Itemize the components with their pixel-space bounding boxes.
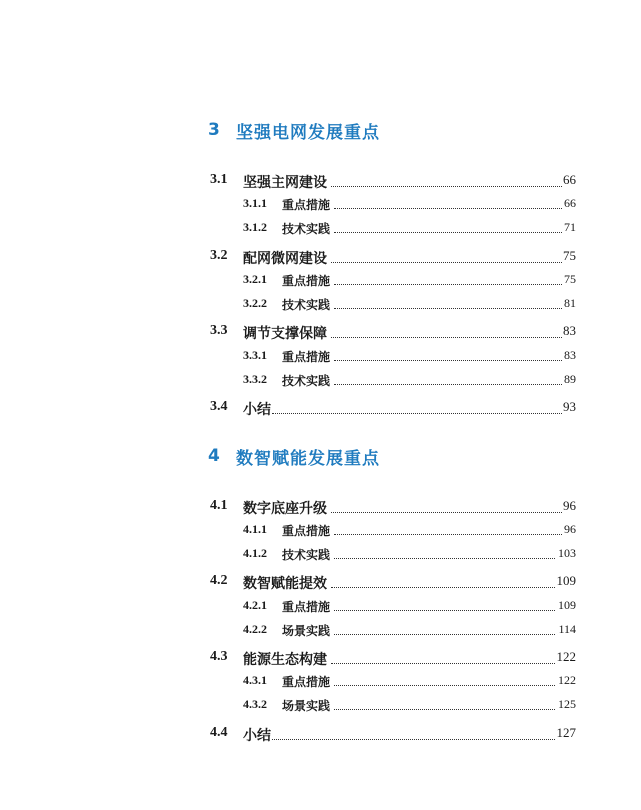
toc-section[interactable] — [0, 248, 641, 266]
dot-leader — [331, 323, 562, 338]
page-number: 81 — [564, 296, 576, 310]
page-number: 127 — [556, 725, 576, 740]
toc-subsection[interactable] — [0, 622, 641, 640]
page-number: 122 — [558, 673, 576, 687]
subsection-number: 4.3.1 — [243, 673, 267, 687]
toc-section[interactable] — [0, 649, 641, 667]
toc-section[interactable] — [0, 323, 641, 341]
section-number: 4.1 — [210, 498, 228, 513]
chapter-heading — [208, 118, 380, 142]
subsection-title: 重点措施 — [282, 524, 331, 538]
page-number: 66 — [563, 172, 576, 187]
section-number: 4.3 — [210, 649, 228, 664]
toc-subsection[interactable] — [0, 272, 641, 290]
subsection-number: 4.3.2 — [243, 697, 267, 711]
subsection-title: 重点措施 — [282, 274, 331, 288]
section-number: 3.3 — [210, 323, 228, 338]
toc-subsection[interactable] — [0, 348, 641, 366]
page-number: 93 — [563, 399, 576, 414]
subsection-number: 4.1.1 — [243, 522, 267, 536]
subsection-title: 重点措施 — [282, 675, 331, 689]
section-number: 4.4 — [210, 725, 228, 740]
dot-leader — [334, 522, 562, 535]
dot-leader — [334, 546, 555, 559]
dot-leader — [334, 598, 555, 611]
subsection-number: 4.2.1 — [243, 598, 267, 612]
dot-leader — [334, 196, 562, 209]
page-number: 83 — [563, 323, 576, 338]
subsection-number: 3.3.2 — [243, 372, 267, 386]
page-number: 71 — [564, 220, 576, 234]
toc-subsection[interactable] — [0, 372, 641, 390]
section-number: 3.4 — [210, 399, 228, 414]
subsection-title: 重点措施 — [282, 198, 331, 212]
page-number: 109 — [556, 573, 576, 588]
chapter-number: 4 — [208, 446, 220, 466]
dot-leader — [331, 248, 562, 263]
page-number: 103 — [558, 546, 576, 560]
section-title: 数智赋能提效 — [243, 576, 327, 592]
section-title: 坚强主网建设 — [243, 175, 327, 191]
dot-leader — [272, 725, 555, 740]
subsection-title: 技术实践 — [282, 298, 331, 312]
dot-leader — [334, 697, 555, 710]
toc-subsection[interactable] — [0, 296, 641, 314]
toc-subsection[interactable] — [0, 673, 641, 691]
page-number: 66 — [564, 196, 576, 210]
dot-leader — [334, 673, 555, 686]
subsection-number: 3.3.1 — [243, 348, 267, 362]
section-title: 小结 — [243, 728, 271, 744]
chapter-number: 3 — [208, 120, 220, 140]
subsection-number: 4.1.2 — [243, 546, 267, 560]
page-number: 109 — [558, 598, 576, 612]
subsection-number: 4.2.2 — [243, 622, 267, 636]
dot-leader — [331, 649, 555, 664]
subsection-title: 技术实践 — [282, 548, 331, 562]
toc-subsection[interactable] — [0, 598, 641, 616]
page-number: 96 — [564, 522, 576, 536]
dot-leader — [272, 399, 562, 414]
page-number: 75 — [564, 272, 576, 286]
section-number: 3.1 — [210, 172, 228, 187]
page-number: 122 — [556, 649, 576, 664]
toc-section[interactable] — [0, 399, 641, 417]
dot-leader — [334, 622, 555, 635]
subsection-title: 重点措施 — [282, 600, 331, 614]
toc-subsection[interactable] — [0, 546, 641, 564]
dot-leader — [331, 573, 555, 588]
dot-leader — [334, 272, 562, 285]
section-title: 调节支撑保障 — [243, 326, 327, 342]
chapter-title: 坚强电网发展重点 — [236, 122, 380, 143]
toc-subsection[interactable] — [0, 196, 641, 214]
section-title: 能源生态构建 — [243, 652, 327, 668]
subsection-title: 重点措施 — [282, 350, 331, 364]
subsection-number: 3.2.2 — [243, 296, 267, 310]
subsection-title: 技术实践 — [282, 374, 331, 388]
toc-section[interactable] — [0, 172, 641, 190]
page-number: 75 — [563, 248, 576, 263]
chapter-title: 数智赋能发展重点 — [236, 448, 380, 469]
dot-leader — [331, 498, 562, 513]
section-number: 3.2 — [210, 248, 228, 263]
dot-leader — [334, 372, 562, 385]
page-number: 83 — [564, 348, 576, 362]
subsection-number: 3.1.1 — [243, 196, 267, 210]
toc-subsection[interactable] — [0, 220, 641, 238]
chapter-heading — [208, 444, 380, 468]
subsection-number: 3.1.2 — [243, 220, 267, 234]
page-number: 114 — [558, 622, 576, 636]
page-number: 89 — [564, 372, 576, 386]
subsection-title: 场景实践 — [282, 699, 331, 713]
page-number: 96 — [563, 498, 576, 513]
subsection-title: 技术实践 — [282, 222, 331, 236]
page-number: 125 — [558, 697, 576, 711]
dot-leader — [331, 172, 562, 187]
section-title: 小结 — [243, 402, 271, 418]
dot-leader — [334, 296, 562, 309]
dot-leader — [334, 220, 562, 233]
section-title: 配网微网建设 — [243, 251, 327, 267]
toc-section[interactable] — [0, 725, 641, 743]
section-number: 4.2 — [210, 573, 228, 588]
toc-section[interactable] — [0, 573, 641, 591]
toc-subsection[interactable] — [0, 697, 641, 715]
toc-section[interactable] — [0, 498, 641, 516]
section-title: 数字底座升级 — [243, 501, 327, 517]
subsection-title: 场景实践 — [282, 624, 331, 638]
toc-subsection[interactable] — [0, 522, 641, 540]
subsection-number: 3.2.1 — [243, 272, 267, 286]
dot-leader — [334, 348, 562, 361]
